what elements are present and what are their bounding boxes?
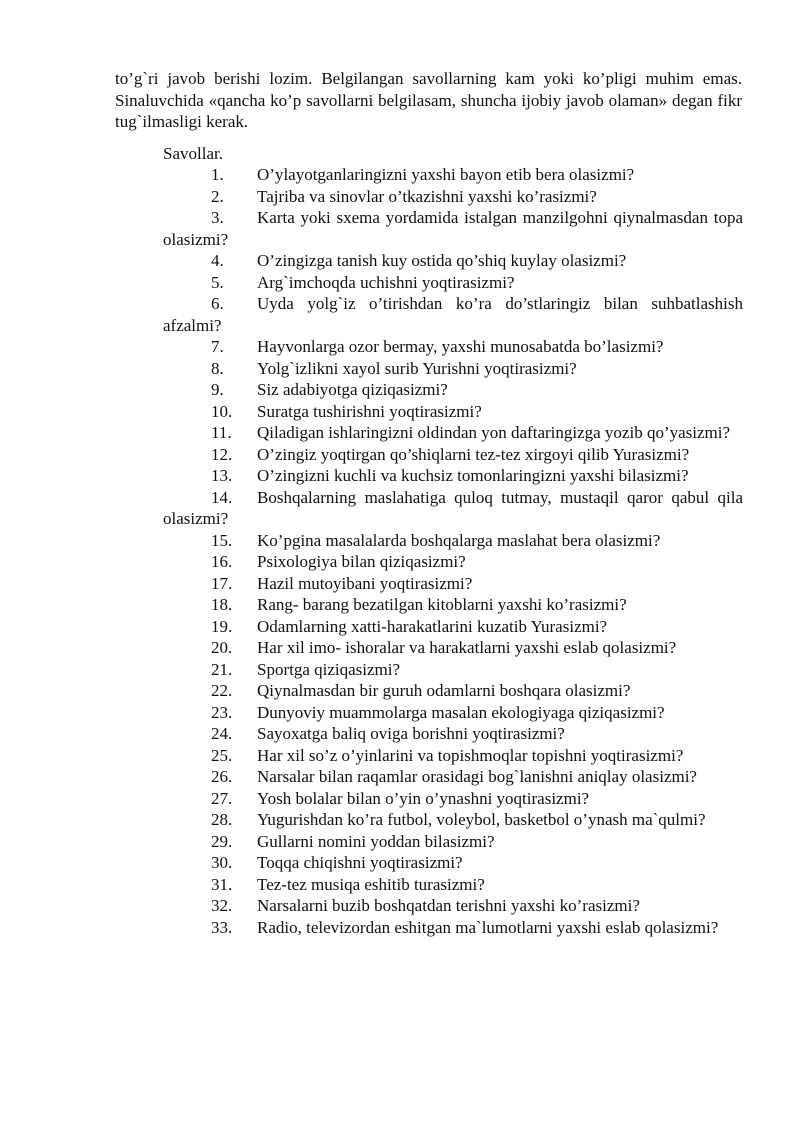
question-text: Karta yoki sxema yordamida istalgan manzilgohni qiynalmasdan topa olasizmi?	[163, 208, 743, 249]
section-heading: Savollar.	[163, 144, 223, 163]
question-item	[163, 444, 743, 466]
question-item	[163, 186, 743, 208]
question-text: Qiladigan ishlaringizni oldindan yon daftaringizga yozib qo’yasizmi?	[257, 423, 731, 442]
question-number: 12.	[211, 444, 233, 464]
question-item	[163, 594, 743, 616]
question-text: Har xil so’z o’yinlarini va topishmoqlar topishni yoqtirasizmi?	[257, 745, 684, 765]
question-item	[163, 852, 743, 874]
question-item	[163, 465, 743, 487]
question-number: 17.	[211, 573, 233, 593]
question-item	[163, 831, 743, 853]
question-text: Yolg`izlikni xayol surib Yurishni yoqtirasizmi?	[257, 358, 577, 378]
question-text: Yugurishdan ko’ra futbol, voleybol, basketbol o’ynash ma`qulmi?	[257, 810, 706, 829]
question-number: 18.	[211, 595, 233, 614]
question-text: Siz adabiyotga qiziqasizmi?	[257, 380, 448, 399]
question-text: Gullarni nomini yoddan bilasizmi?	[257, 831, 495, 851]
question-list	[163, 164, 743, 938]
question-number: 33.	[211, 917, 233, 937]
question-number: 2.	[211, 186, 224, 206]
question-number: 24.	[211, 724, 233, 743]
question-item	[163, 637, 743, 659]
question-number: 31.	[211, 874, 233, 894]
question-text: Har xil imo- ishoralar va harakatlarni yaxshi eslab qolasizmi?	[257, 638, 677, 657]
question-text: O’zingizga tanish kuy ostida qo’shiq kuylay olasizmi?	[257, 251, 627, 270]
question-number: 20.	[211, 638, 233, 657]
question-text: Tez-tez musiqa eshitib turasizmi?	[257, 874, 485, 894]
question-text: Qiynalmasdan bir guruh odamlarni boshqara olasizmi?	[257, 681, 631, 700]
question-number: 5.	[211, 272, 224, 292]
question-item	[163, 573, 743, 595]
question-number: 10.	[211, 401, 233, 421]
question-item	[163, 616, 743, 638]
question-text: Narsalar bilan raqamlar orasidagi bog`lanishni aniqlay olasizmi?	[257, 767, 697, 786]
question-number: 14.	[211, 487, 233, 507]
question-text: Boshqalarning maslahatiga quloq tutmay, mustaqil qaror qabul qila olasizmi?	[163, 487, 743, 528]
question-number: 8.	[211, 358, 224, 378]
question-item	[163, 659, 743, 681]
question-item	[163, 164, 743, 186]
question-text: Yosh bolalar bilan o’yin o’ynashni yoqtirasizmi?	[257, 788, 590, 808]
question-text: Odamlarning xatti-harakatlarini kuzatib Yurasizmi?	[257, 616, 608, 636]
question-text: O’ylayotganlaringizni yaxshi bayon etib bera olasizmi?	[257, 165, 635, 184]
question-number: 15.	[211, 530, 233, 550]
question-text: O’zingizni kuchli va kuchsiz tomonlaringizni yaxshi bilasizmi?	[257, 466, 689, 485]
intro-paragraph: to’g`ri javob berishi lozim. Belgilangan savollarning kam yoki ko’pligi muhim emas. Sinaluvchida «qancha ko’p savollarni belgilasam, shuncha ijobiy javob olaman» degan fikr tug`ilmasligi kerak.	[115, 69, 742, 131]
question-number: 16.	[211, 552, 233, 571]
question-item	[163, 250, 743, 272]
question-item	[163, 809, 743, 831]
question-number: 13.	[211, 466, 233, 485]
question-number: 7.	[211, 337, 224, 356]
question-text: Psixologiya bilan qiziqasizmi?	[257, 552, 466, 571]
question-item	[163, 680, 743, 702]
question-item	[163, 336, 743, 358]
question-number: 30.	[211, 853, 233, 872]
question-item	[163, 530, 743, 552]
question-number: 19.	[211, 616, 233, 636]
question-number: 26.	[211, 767, 233, 786]
question-item	[163, 702, 743, 724]
question-number: 21.	[211, 659, 233, 679]
question-number: 23.	[211, 702, 233, 722]
question-item	[163, 358, 743, 380]
question-item	[163, 874, 743, 896]
question-item	[163, 766, 743, 788]
question-text: Ko’pgina masalalarda boshqalarga maslahat bera olasizmi?	[257, 530, 661, 550]
question-item	[163, 207, 743, 250]
question-item	[163, 788, 743, 810]
question-text: Tajriba va sinovlar o’tkazishni yaxshi ko’rasizmi?	[257, 186, 597, 206]
question-number: 9.	[211, 380, 224, 399]
question-item	[163, 293, 743, 336]
question-text: Radio, televizordan eshitgan ma`lumotlarni yaxshi eslab qolasizmi?	[257, 917, 719, 937]
question-item	[163, 272, 743, 294]
question-text: Dunyoviy muammolarga masalan ekologiyaga qiziqasizmi?	[257, 702, 665, 722]
question-number: 1.	[211, 165, 224, 184]
question-item	[163, 895, 743, 917]
question-number: 28.	[211, 810, 233, 829]
question-text: Sayoxatga baliq oviga borishni yoqtirasizmi?	[257, 724, 565, 743]
question-item	[163, 551, 743, 573]
question-text: Hayvonlarga ozor bermay, yaxshi munosabatda bo’lasizmi?	[257, 337, 664, 356]
question-text: Sportga qiziqasizmi?	[257, 659, 401, 679]
question-text: Toqqa chiqishni yoqtirasizmi?	[257, 853, 463, 872]
question-text: Hazil mutoyibani yoqtirasizmi?	[257, 573, 473, 593]
question-number: 3.	[211, 208, 224, 227]
question-item	[163, 401, 743, 423]
question-text: Uyda yolg`iz o’tirishdan ko’ra do’stlaringiz bilan suhbatlashish afzalmi?	[163, 294, 743, 335]
question-item	[163, 745, 743, 767]
question-text: O’zingiz yoqtirgan qo’shiqlarni tez-tez xirgoyi qilib Yurasizmi?	[257, 444, 690, 464]
question-item	[163, 917, 743, 939]
question-number: 32.	[211, 896, 233, 915]
question-number: 6.	[211, 294, 224, 313]
question-text: Arg`imchoqda uchishni yoqtirasizmi?	[257, 272, 515, 292]
question-number: 29.	[211, 831, 233, 851]
question-number: 11.	[211, 423, 232, 442]
question-item	[163, 723, 743, 745]
question-text: Suratga tushirishni yoqtirasizmi?	[257, 401, 482, 421]
question-number: 4.	[211, 251, 224, 270]
question-number: 22.	[211, 681, 233, 700]
question-item	[163, 379, 743, 401]
question-item	[163, 422, 743, 444]
question-item	[163, 487, 743, 530]
question-number: 25.	[211, 745, 233, 765]
question-number: 27.	[211, 788, 233, 808]
question-text: Narsalarni buzib boshqatdan terishni yaxshi ko’rasizmi?	[257, 896, 640, 915]
question-text: Rang- barang bezatilgan kitoblarni yaxshi ko’rasizmi?	[257, 595, 627, 614]
